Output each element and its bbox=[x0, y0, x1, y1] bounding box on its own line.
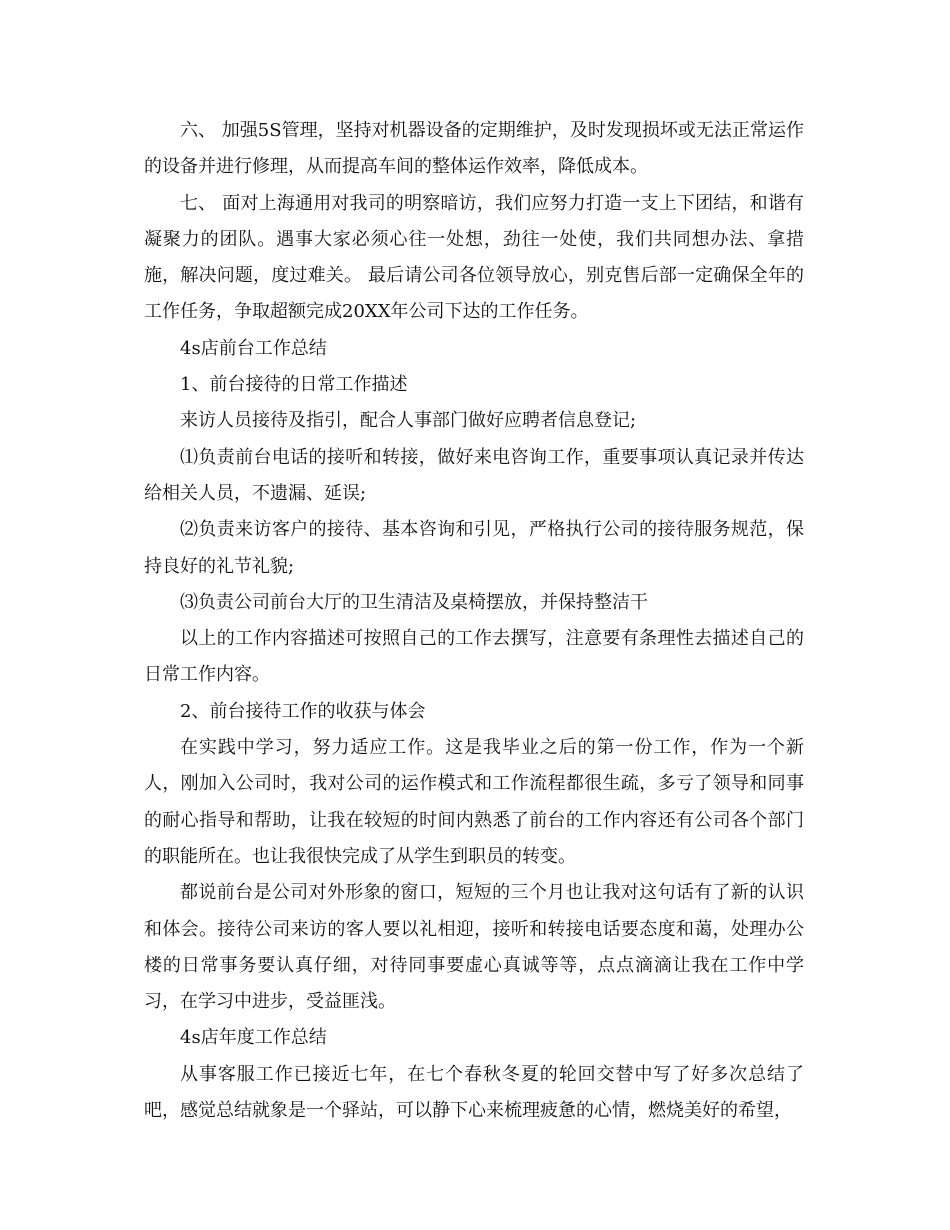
section-heading-front-desk-summary: 4s店前台工作总结 bbox=[180, 337, 327, 359]
paragraph-front-desk-window: 都说前台是公司对外形象的窗口，短短的三个月也让我对这句话有了新的认识和体会。接待公司来访的客人要以礼相迎，接听和转接电话要态度和蔼，处理办公楼的日常事务要认真仔细，对待同事要虚心真诚等等，点点滴滴让我在工作中学习，在学习中进步，受益匪浅。 bbox=[144, 882, 804, 1013]
paragraph-item-7-team: 七、 面对上海通用对我司的明察暗访，我们应努力打造一支上下团结，和谐有凝聚力的团队。遇事大家必须心往一处想，劲往一处使，我们共同想办法、拿措施，解决问题，度过难关。 最后请公司各位领导放心，别克售后部一定确保全年的工作任务，争取超额完成20XX年公司下达的工作任务。 bbox=[144, 192, 804, 323]
paragraph-learning: 在实践中学习，努力适应工作。这是我毕业之后的第一份工作，作为一个新人，刚加入公司时，我对公司的运作模式和工作流程都很生疏，多亏了领导和同事的耐心指导和帮助，让我在较短的时间内熟悉了前台的工作内容还有公司各个部门的职能所在。也让我很快完成了从学生到职员的转变。 bbox=[144, 737, 804, 867]
paragraph-description-note: 以上的工作内容描述可按照自己的工作去撰写，注意要有条理性去描述自己的日常工作内容。 bbox=[144, 628, 804, 686]
document-page bbox=[144, 113, 804, 1129]
list-item-cleaning: ⑶负责公司前台大厅的卫生清洁及桌椅摆放，并保持整洁干 bbox=[180, 591, 648, 613]
list-item-phone: ⑴负责前台电话的接听和转接，做好来电咨询工作，重要事项认真记录并传达给相关人员，不遗漏、延误; bbox=[144, 446, 804, 504]
section-heading-annual-summary: 4s店年度工作总结 bbox=[180, 1027, 327, 1049]
paragraph-customer-service: 从事客服工作已接近七年，在七个春秋冬夏的轮回交替中写了好多次总结了吧，感觉总结就象是一个驿站，可以静下心来梳理疲惫的心情，燃烧美好的希望， bbox=[144, 1063, 804, 1122]
list-item-visitors: ⑵负责来访客户的接待、基本咨询和引见，严格执行公司的接待服务规范，保持良好的礼节礼貌; bbox=[144, 519, 804, 577]
paragraph-visitor-reception: 来访人员接待及指引，配合人事部门做好应聘者信息登记; bbox=[180, 410, 637, 432]
subheading-daily-work: 1、前台接待的日常工作描述 bbox=[180, 374, 408, 396]
subheading-gains: 2、前台接待工作的收获与体会 bbox=[180, 700, 426, 722]
paragraph-item-6-maintenance: 六、 加强5S管理，坚持对机器设备的定期维护，及时发现损坏或无法正常运作的设备并进行修理，从而提高车间的整体运作效率，降低成本。 bbox=[144, 120, 804, 178]
